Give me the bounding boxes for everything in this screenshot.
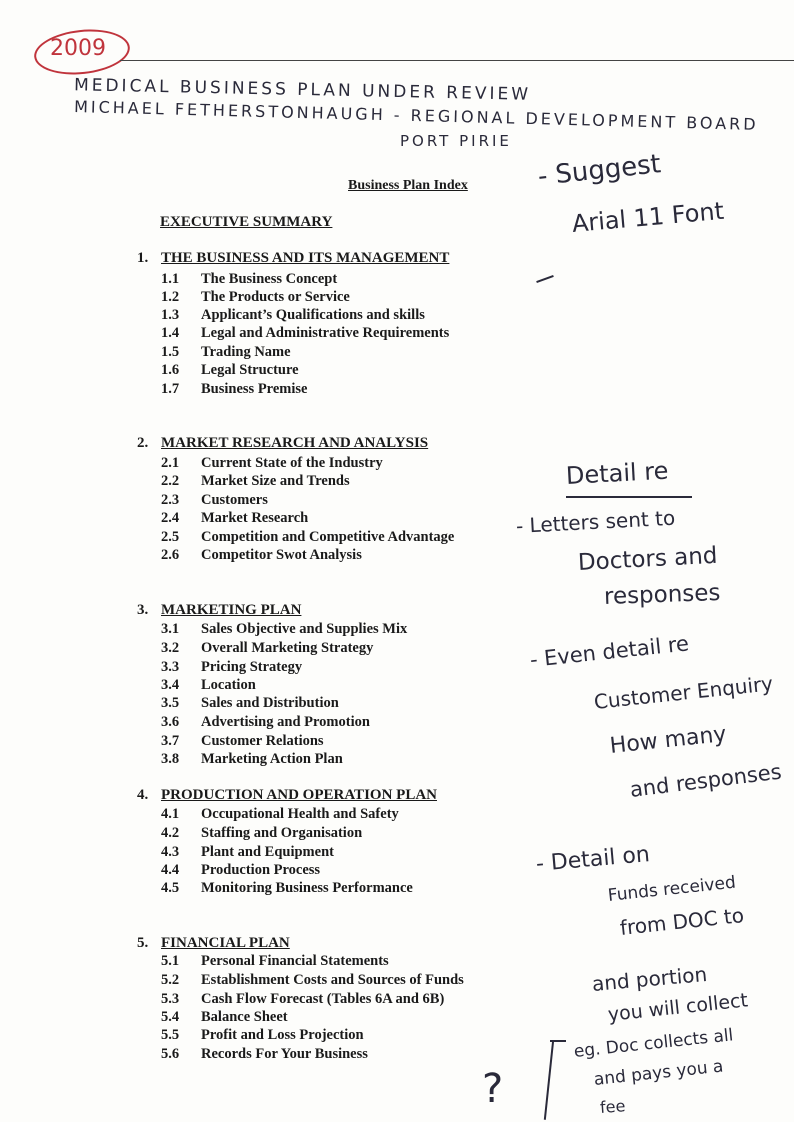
section-title: PRODUCTION AND OPERATION PLAN — [161, 787, 437, 803]
handwritten-note: Doctors and — [577, 542, 719, 576]
section-number: 1. — [137, 250, 149, 266]
handwritten-note: and pays you a — [592, 1056, 725, 1090]
item-number: 3.2 — [161, 640, 180, 656]
item-number: 4.1 — [161, 806, 180, 822]
item-number: 3.4 — [161, 677, 180, 693]
item-label: Legal Structure — [201, 362, 299, 378]
list-item — [161, 659, 302, 676]
list-item — [161, 547, 362, 564]
item-number: 1.3 — [161, 307, 180, 323]
item-label: Customers — [201, 492, 268, 508]
handwritten-note: Customer Enquiry — [592, 671, 775, 714]
item-label: Records For Your Business — [201, 1046, 368, 1062]
item-label: Legal and Administrative Requirements — [201, 325, 450, 341]
item-label: Pricing Strategy — [201, 659, 303, 675]
list-item — [161, 381, 307, 398]
item-label: Applicant’s Qualifications and skills — [201, 307, 425, 323]
handwritten-note: Arial 11 Font — [570, 196, 726, 238]
item-label: Location — [201, 677, 256, 693]
item-number: 2.6 — [161, 547, 180, 563]
list-item — [161, 492, 268, 509]
item-label: Business Premise — [201, 381, 308, 397]
list-item — [161, 307, 425, 324]
item-label: Marketing Action Plan — [201, 751, 343, 767]
item-number: 1.4 — [161, 325, 180, 341]
item-number: 2.1 — [161, 455, 180, 471]
handwritten-note: from DOC to — [618, 903, 746, 940]
item-label: Advertising and Promotion — [201, 714, 370, 730]
list-item — [161, 880, 413, 897]
list-item — [161, 529, 454, 546]
item-number: 5.3 — [161, 991, 180, 1007]
item-label: Plant and Equipment — [201, 844, 334, 860]
item-label: Staffing and Organisation — [201, 825, 363, 841]
item-number: 3.7 — [161, 733, 180, 749]
list-item — [161, 325, 449, 342]
section-title: THE BUSINESS AND ITS MANAGEMENT — [161, 250, 450, 266]
header-line-2: MICHAEL FETHERSTONHAUGH - REGIONAL DEVELOPMENT BOARD — [73, 97, 759, 134]
handwritten-note: Funds received — [606, 872, 737, 906]
item-number: 5.6 — [161, 1046, 180, 1062]
list-item — [161, 510, 308, 527]
item-number: 3.1 — [161, 621, 180, 637]
item-number: 1.2 — [161, 289, 180, 305]
item-label: Sales and Distribution — [201, 695, 339, 711]
list-item — [161, 733, 324, 750]
item-number: 3.5 — [161, 695, 180, 711]
list-item — [161, 991, 444, 1008]
list-item — [161, 677, 256, 694]
item-number: 2.4 — [161, 510, 180, 526]
handwritten-note: - Letters sent to — [515, 505, 676, 538]
item-number: 3.3 — [161, 659, 180, 675]
item-number: 1.6 — [161, 362, 180, 378]
item-number: 1.1 — [161, 271, 180, 287]
list-item — [161, 953, 389, 970]
handwritten-note: - Detail on — [534, 842, 651, 877]
list-item — [161, 695, 339, 712]
list-item — [161, 640, 373, 657]
list-item — [161, 344, 291, 361]
item-label: Customer Relations — [201, 733, 324, 749]
executive-summary-heading: EXECUTIVE SUMMARY — [160, 214, 333, 230]
item-number: 2.3 — [161, 492, 180, 508]
handwritten-note: eg. Doc collects all — [572, 1025, 735, 1062]
item-label: Market Research — [201, 510, 309, 526]
item-label: Balance Sheet — [201, 1009, 288, 1025]
list-item — [161, 289, 350, 306]
item-number: 5.2 — [161, 972, 180, 988]
item-label: The Business Concept — [201, 271, 338, 287]
item-number: 4.2 — [161, 825, 180, 841]
year-mark: 2009 — [50, 36, 106, 61]
section-number: 5. — [137, 935, 149, 951]
section-title: MARKET RESEARCH AND ANALYSIS — [161, 435, 429, 451]
item-label: Profit and Loss Projection — [201, 1027, 364, 1043]
item-number: 5.5 — [161, 1027, 180, 1043]
list-item — [161, 972, 464, 989]
handwritten-bracket-top — [550, 1040, 566, 1042]
item-label: Establishment Costs and Sources of Funds — [201, 972, 464, 988]
list-item — [161, 1009, 288, 1026]
item-label: Sales Objective and Supplies Mix — [201, 621, 408, 637]
list-item — [161, 271, 337, 288]
item-number: 1.7 — [161, 381, 180, 397]
header-line-1: MEDICAL BUSINESS PLAN UNDER REVIEW — [73, 75, 532, 105]
handwritten-note: you will collect — [606, 989, 749, 1026]
item-number: 2.5 — [161, 529, 180, 545]
handwritten-note: - Even detail re — [528, 631, 691, 672]
item-label: Monitoring Business Performance — [201, 880, 413, 896]
handwritten-note: Detail re — [565, 456, 670, 490]
list-item — [161, 844, 334, 861]
item-label: Cash Flow Forecast (Tables 6A and 6B) — [201, 991, 445, 1007]
handwritten-note: - Suggest — [536, 149, 663, 192]
list-item — [161, 362, 299, 379]
list-item — [161, 806, 399, 823]
item-number: 4.3 — [161, 844, 180, 860]
list-item — [161, 862, 320, 879]
list-item — [161, 825, 362, 842]
handwritten-underline — [566, 496, 692, 498]
section-title: MARKETING PLAN — [161, 602, 302, 618]
item-label: Trading Name — [201, 344, 291, 360]
handwritten-note: responses — [603, 579, 721, 610]
list-item — [161, 455, 383, 472]
section-title: FINANCIAL PLAN — [161, 935, 290, 951]
section-number: 4. — [137, 787, 149, 803]
item-label: Competitor Swot Analysis — [201, 547, 362, 563]
item-number: 5.4 — [161, 1009, 180, 1025]
handwritten-bracket — [544, 1040, 554, 1120]
list-item — [161, 714, 370, 731]
item-label: Personal Financial Statements — [201, 953, 389, 969]
item-label: Overall Marketing Strategy — [201, 640, 374, 656]
header-line-3: PORT PIRIE — [400, 132, 512, 150]
list-item — [161, 1046, 368, 1063]
item-label: Competition and Competitive Advantage — [201, 529, 455, 545]
header-rule — [120, 60, 794, 61]
item-number: 5.1 — [161, 953, 180, 969]
item-number: 2.2 — [161, 473, 180, 489]
item-number: 4.4 — [161, 862, 180, 878]
item-number: 3.8 — [161, 751, 180, 767]
section-number: 3. — [137, 602, 149, 618]
list-item — [161, 751, 343, 768]
item-label: Production Process — [201, 862, 321, 878]
item-label: The Products or Service — [201, 289, 350, 305]
handwritten-note: How many — [608, 721, 728, 759]
page-title: Business Plan Index — [348, 178, 468, 193]
item-label: Market Size and Trends — [201, 473, 350, 489]
handwritten-note: and responses — [628, 759, 783, 802]
item-number: 3.6 — [161, 714, 180, 730]
item-number: 4.5 — [161, 880, 180, 896]
item-label: Occupational Health and Safety — [201, 806, 399, 822]
section-number: 2. — [137, 435, 149, 451]
list-item — [161, 473, 350, 490]
list-item — [161, 1027, 364, 1044]
list-item — [161, 621, 407, 638]
handwritten-note: fee — [599, 1096, 626, 1117]
item-label: Current State of the Industry — [201, 455, 383, 471]
handwritten-dash — [536, 275, 554, 283]
handwritten-note: and portion — [590, 961, 709, 996]
item-number: 1.5 — [161, 344, 180, 360]
question-mark: ? — [482, 1066, 504, 1112]
